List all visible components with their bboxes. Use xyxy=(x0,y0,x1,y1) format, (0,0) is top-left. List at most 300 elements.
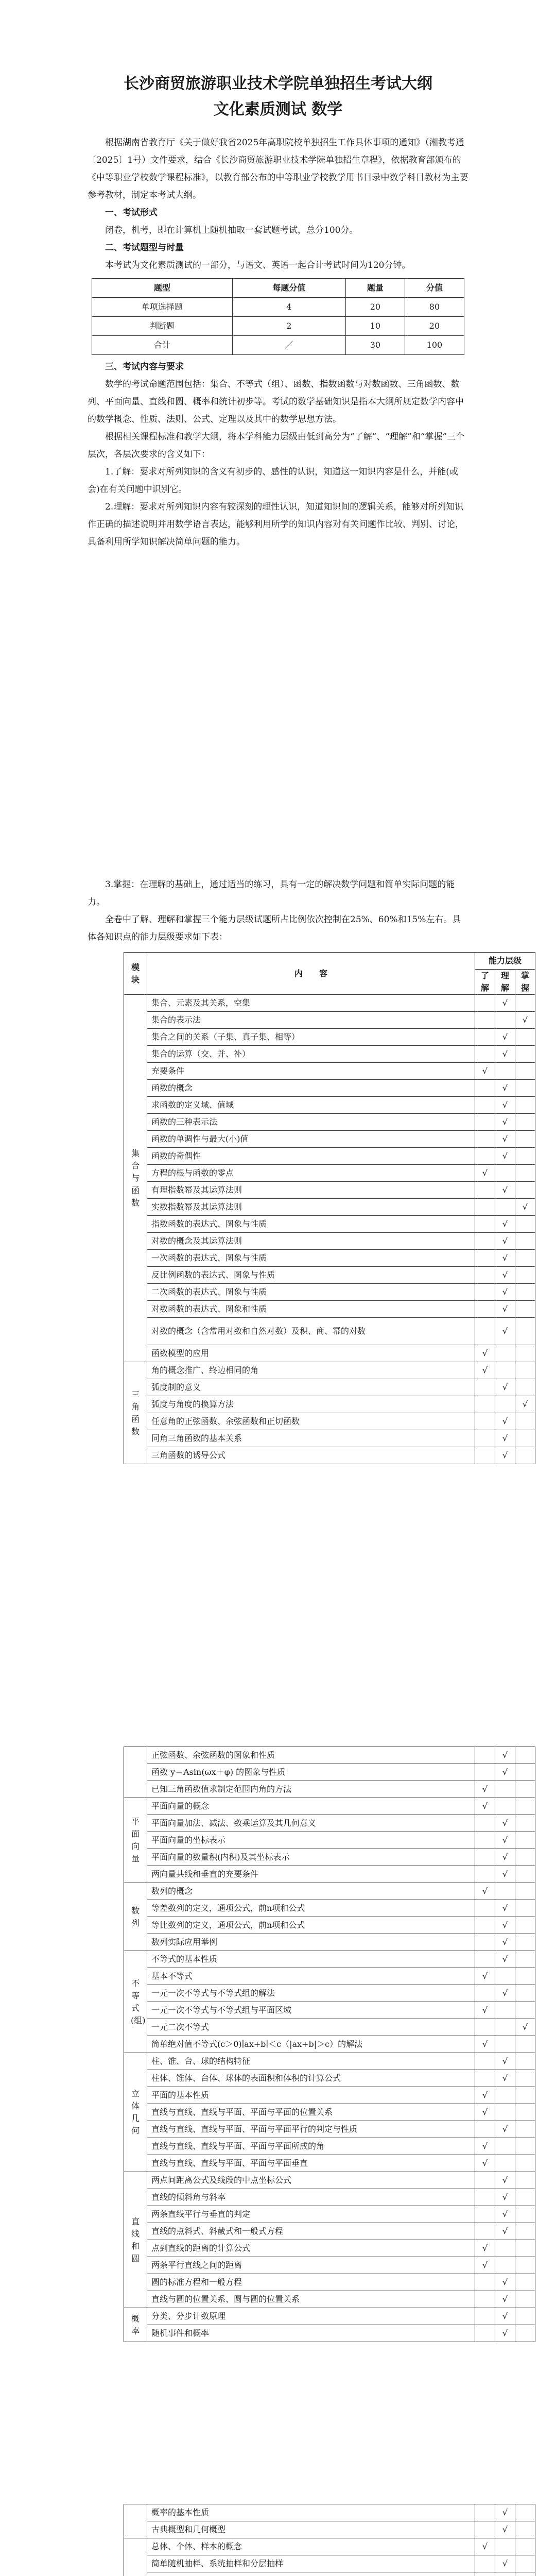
content-cell: 直线与直线、直线与平面、平面与平面的位置关系 xyxy=(147,2104,475,2121)
level-cell xyxy=(475,2504,495,2521)
level-cell xyxy=(515,1900,535,1917)
score-table-cell: 30 xyxy=(345,336,405,355)
level-cell: √ xyxy=(495,995,515,1012)
level-label-text: 掌握 xyxy=(520,971,529,993)
content-table-row xyxy=(124,1396,535,1413)
level-cell xyxy=(475,1832,495,1849)
content-cell: 概率的基本性质 xyxy=(147,2504,475,2521)
content-table-row xyxy=(124,2172,535,2189)
content-table-row xyxy=(124,1284,535,1301)
level-cell xyxy=(475,2121,495,2138)
content-table-row xyxy=(124,1379,535,1396)
level-cell: √ xyxy=(475,2087,495,2104)
level-cell: √ xyxy=(495,2172,515,2189)
score-table-header xyxy=(92,279,464,298)
content-table-row xyxy=(124,1216,535,1233)
level-cell: √ xyxy=(475,2002,495,2019)
content-cell: 简单绝对值不等式(c＞0)∣ax+b∣＜c（|ax+b|＞c）的解法 xyxy=(147,2036,475,2053)
intro-paragraph: 根据湖南省教育厅《关于做好我省2025年高职院校单独招生工作具体事项的通知》（湘教考通〔2025〕1号）文件要求，结合《长沙商贸旅游职业技术学院单独招生章程》，依据教育部颁布的《中等职业学校数学课程标准》，以教育部公布的中等职业学校教学用书目录中数学科目教材为主要参考教材，制定本考试大纲。 xyxy=(88,138,468,200)
level-cell: √ xyxy=(495,1849,515,1866)
level-cell xyxy=(495,1968,515,1985)
level-label-text: 理解 xyxy=(500,971,509,993)
content-cell: 两向量共线和垂直的充要条件 xyxy=(147,1866,475,1883)
level-cell: √ xyxy=(495,1182,515,1199)
level-cell: √ xyxy=(495,1097,515,1114)
content-table-row xyxy=(124,1430,535,1447)
level-cell xyxy=(515,2138,535,2155)
module-name: 集合与函数 xyxy=(131,1148,140,1208)
level-cell: √ xyxy=(475,1165,495,1182)
content-cell: 直线的倾斜角与斜率 xyxy=(147,2189,475,2206)
content-table-row xyxy=(124,2053,535,2070)
level-cell xyxy=(515,1114,535,1131)
module-name: 立体几何 xyxy=(131,2089,140,2136)
level-cell xyxy=(475,2274,495,2291)
level-cell xyxy=(495,2240,515,2257)
content-cell: 数列实际应用举例 xyxy=(147,1934,475,1951)
level-label xyxy=(515,970,535,995)
level-cell: √ xyxy=(495,2555,515,2572)
level-cell: √ xyxy=(495,2308,515,2325)
level-cell xyxy=(515,1301,535,1318)
section-2-heading: 二、考试题型与时量 xyxy=(105,243,184,253)
content-cell: 平面向量的概念 xyxy=(147,1798,475,1815)
content-cell: 集合之间的关系（子集、真子集、相等） xyxy=(147,1029,475,1046)
level-cell xyxy=(475,1097,495,1114)
content-cell: 平面向量的坐标表示 xyxy=(147,1832,475,1849)
content-cell: 点到直线的距离的计算公式 xyxy=(147,2240,475,2257)
level-cell xyxy=(515,2538,535,2555)
content-table-row xyxy=(124,2223,535,2240)
level-cell: √ xyxy=(495,1080,515,1097)
level-cell xyxy=(515,1951,535,1968)
content-cell: 平面向量加法、减法、数乘运算及其几何意义 xyxy=(147,1815,475,1832)
level-cell xyxy=(475,2070,495,2087)
content-cell: 函数的概念 xyxy=(147,1080,475,1097)
content-table-row xyxy=(124,1362,535,1379)
level-cell: √ xyxy=(495,2189,515,2206)
level-cell: √ xyxy=(495,1029,515,1046)
content-cell: 函数 y＝Asin(ωx＋φ) 的图象与性质 xyxy=(147,1764,475,1781)
level-cell: √ xyxy=(515,2019,535,2036)
content-table-row xyxy=(124,1301,535,1318)
module-name: 不等式(组) xyxy=(131,1978,146,2025)
score-table-row xyxy=(92,336,464,355)
level-label xyxy=(495,970,515,995)
level-cell xyxy=(475,1182,495,1199)
content-cell: 函数模型的应用 xyxy=(147,1345,475,1362)
content-table-row xyxy=(124,2087,535,2104)
level-cell xyxy=(515,1798,535,1815)
content-cell: 等比数列的定义，通项公式，前n项和公式 xyxy=(147,1917,475,1934)
page-1 xyxy=(0,0,556,850)
content-table-row xyxy=(124,1447,535,1464)
content-table-row xyxy=(124,1318,535,1345)
level-cell xyxy=(515,1747,535,1764)
content-cell: 总体、个体、样本的概念 xyxy=(147,2538,475,2555)
level-cell xyxy=(495,2019,515,2036)
level-cell xyxy=(515,1968,535,1985)
content-table-row xyxy=(124,2240,535,2257)
level-cell: √ xyxy=(515,1396,535,1413)
level-cell xyxy=(475,1447,495,1464)
level-cell xyxy=(495,1165,515,1182)
content-table-row xyxy=(124,2572,535,2576)
module-cell xyxy=(124,2053,147,2172)
level-cell xyxy=(515,1148,535,1165)
level-cell xyxy=(515,2555,535,2572)
content-cell: 一元一次不等式与不等式组的解法 xyxy=(147,1985,475,2002)
module-cell xyxy=(124,2172,147,2308)
content-cell: 同角三角函数的基本关系 xyxy=(147,1430,475,1447)
level-cell: √ xyxy=(475,2036,495,2053)
content-cell: 函数的单调性与最大(小)值 xyxy=(147,1131,475,1148)
content-cell: 弧度与角度的换算方法 xyxy=(147,1396,475,1413)
level-cell: √ xyxy=(495,1951,515,1968)
level-cell xyxy=(495,1012,515,1029)
content-table-row xyxy=(124,1012,535,1029)
level-cell: √ xyxy=(495,1866,515,1883)
content-cell: 集合的运算（交、并、补） xyxy=(147,1046,475,1063)
level-cell: √ xyxy=(475,2257,495,2274)
content-table-row xyxy=(124,2189,535,2206)
level-cell xyxy=(515,1233,535,1250)
content-cell: 三角函数的诱导公式 xyxy=(147,1447,475,1464)
level-cell: √ xyxy=(495,2504,515,2521)
score-table-cell: ／ xyxy=(232,336,345,355)
level-cell xyxy=(515,2172,535,2189)
level-cell: √ xyxy=(495,1318,515,1345)
level-cell xyxy=(475,1250,495,1267)
content-cell: 一元二次不等式 xyxy=(147,2019,475,2036)
level-cell xyxy=(475,2223,495,2240)
content-table-row xyxy=(124,1985,535,2002)
score-table-row xyxy=(92,298,464,317)
module-cell xyxy=(124,2504,147,2538)
content-cell: 对数函数的表达式、图象和性质 xyxy=(147,1301,475,1318)
content-cell: 不等式的基本性质 xyxy=(147,1951,475,1968)
document-title: 长沙商贸旅游职业技术学院单独招生考试大纲 xyxy=(124,75,432,93)
content-cell: 平面向量的数量积(内积)及其坐标表示 xyxy=(147,1849,475,1866)
content-cell: 实数指数幂及其运算法则 xyxy=(147,1199,475,1216)
content-cell: 指数函数的表达式、图象与性质 xyxy=(147,1216,475,1233)
content-table-row xyxy=(124,2538,535,2555)
level-cell xyxy=(475,2325,495,2342)
score-table-cell: 4 xyxy=(232,298,345,317)
module-cell xyxy=(124,2538,147,2576)
content-cell: 已知三角函数值求制定范围内角的方法 xyxy=(147,1781,475,1798)
content-table-row xyxy=(124,2257,535,2274)
level-cell xyxy=(515,2291,535,2308)
level-cell xyxy=(475,1029,495,1046)
level-cell: √ xyxy=(475,1063,495,1080)
content-cell: 两点间距离公式及线段的中点坐标公式 xyxy=(147,2172,475,2189)
content-table-row xyxy=(124,1832,535,1849)
content-table-row xyxy=(124,1883,535,1900)
level-cell xyxy=(475,1233,495,1250)
content-table-row xyxy=(124,1063,535,1080)
content-cell: 角的概念推广、终边相同的角 xyxy=(147,1362,475,1379)
score-table-cell: 10 xyxy=(345,317,405,336)
level-cell xyxy=(475,2172,495,2189)
content-table-row xyxy=(124,1182,535,1199)
level-cell xyxy=(495,1798,515,1815)
level-cell: √ xyxy=(495,1379,515,1396)
module-cell xyxy=(124,995,147,1362)
content-cell: 对数的概念及其运算法则 xyxy=(147,1233,475,1250)
level-cell xyxy=(495,1781,515,1798)
content-table-row xyxy=(124,2002,535,2019)
content-table-row xyxy=(124,1747,535,1764)
content-cell: 等差数列的定义，通项公式，前n项和公式 xyxy=(147,1900,475,1917)
ratio-paragraph: 全卷中了解、理解和掌握三个能力层级试题所占比例依次控制在25%、60%和15%左右。具体各知识点的能力层级要求如下表： xyxy=(88,914,461,942)
content-table-part-1 xyxy=(124,952,535,1464)
level-cell xyxy=(515,995,535,1012)
levels-paragraph: 根据相关课程标准和教学大纲，将本学科能力层级由低到高分为“了解”、“理解”和“掌握”三个层次，各层次要求的含义如下： xyxy=(88,432,465,460)
content-cell: 直线与直线、直线与平面、平面与平面垂直 xyxy=(147,2155,475,2172)
content-table-header-row xyxy=(124,953,535,970)
level-cell xyxy=(475,1114,495,1131)
content-table-row xyxy=(124,1165,535,1182)
content-table-row xyxy=(124,2036,535,2053)
section-2-text: 本考试为文化素质测试的一部分，与语文、英语一起合计考试时间为120分钟。 xyxy=(105,260,411,270)
level-cell xyxy=(475,2189,495,2206)
level-cell xyxy=(475,1012,495,1029)
level-cell xyxy=(475,1131,495,1148)
score-table-cell: 100 xyxy=(405,336,464,355)
level-cell: √ xyxy=(495,2206,515,2223)
content-table-row xyxy=(124,1764,535,1781)
level-cell: √ xyxy=(495,2274,515,2291)
level-cell xyxy=(475,1849,495,1866)
score-table-cell: 判断题 xyxy=(92,317,233,336)
module-name: 数列 xyxy=(131,1905,140,1928)
level-cell xyxy=(515,1781,535,1798)
score-table-header-cell: 每题分值 xyxy=(232,279,345,298)
level-cell: √ xyxy=(475,1883,495,1900)
content-cell: 充要条件 xyxy=(147,1063,475,1080)
content-table-row xyxy=(124,1131,535,1148)
level-cell xyxy=(495,1362,515,1379)
level-cell xyxy=(475,1046,495,1063)
level-cell: √ xyxy=(495,1413,515,1430)
level-cell: √ xyxy=(475,2155,495,2172)
level-cell xyxy=(475,995,495,1012)
level-cell xyxy=(515,2189,535,2206)
level-cell xyxy=(515,1917,535,1934)
content-cell: 二次函数的表达式、图象与性质 xyxy=(147,1284,475,1301)
score-table-body xyxy=(92,298,464,355)
content-cell: 直线与直线、直线与平面、平面与平面平行的判定与性质 xyxy=(147,2121,475,2138)
content-table-row xyxy=(124,1917,535,1934)
level-cell xyxy=(475,1917,495,1934)
level-cell: √ xyxy=(515,1199,535,1216)
level-cell xyxy=(495,2155,515,2172)
level-cell: √ xyxy=(495,2291,515,2308)
page-2-body xyxy=(88,876,468,946)
level-cell: √ xyxy=(495,1114,515,1131)
module-cell xyxy=(124,1362,147,1464)
content-cell: 简单随机抽样、系统抽样和分层抽样 xyxy=(147,2555,475,2572)
level-cell xyxy=(515,1345,535,1362)
level-cell xyxy=(515,1866,535,1883)
level-cell xyxy=(515,1815,535,1832)
content-table-row xyxy=(124,1250,535,1267)
level-cell: √ xyxy=(495,1430,515,1447)
level-cell xyxy=(515,2308,535,2325)
level-cell xyxy=(475,1148,495,1165)
content-table-row xyxy=(124,2206,535,2223)
content-table-row xyxy=(124,1781,535,1798)
level-cell xyxy=(495,2087,515,2104)
level-cell: √ xyxy=(475,2240,495,2257)
level-cell xyxy=(515,1250,535,1267)
content-table-row xyxy=(124,1080,535,1097)
content-table-row xyxy=(124,1199,535,1216)
content-cell: 圆的标准方程和一般方程 xyxy=(147,2274,475,2291)
content-cell: 集合、元素及其关系，空集 xyxy=(147,995,475,1012)
level-cell xyxy=(515,2257,535,2274)
level-cell: √ xyxy=(475,1781,495,1798)
level-cell xyxy=(515,2572,535,2576)
content-cell: 分类、分步计数原理 xyxy=(147,2308,475,2325)
level-cell xyxy=(495,2572,515,2576)
content-cell: 一元一次不等式与不等式组与平面区域 xyxy=(147,2002,475,2019)
score-table-cell: 合计 xyxy=(92,336,233,355)
module-cell xyxy=(124,1747,147,1798)
content-cell: 平面的基本性质 xyxy=(147,2087,475,2104)
level-cell xyxy=(495,2002,515,2019)
level-cell xyxy=(495,1199,515,1216)
level-cell: √ xyxy=(475,2104,495,2121)
level-cell xyxy=(515,2070,535,2087)
level-cell xyxy=(515,2121,535,2138)
content-table-row xyxy=(124,2138,535,2155)
level-cell: √ xyxy=(495,1985,515,2002)
level-cell xyxy=(515,2325,535,2342)
score-table-cell: 单项选择题 xyxy=(92,298,233,317)
level-cell: √ xyxy=(495,2121,515,2138)
level-cell xyxy=(515,2504,535,2521)
level-cell: √ xyxy=(495,1284,515,1301)
module-header xyxy=(124,953,147,995)
content-table-row xyxy=(124,1798,535,1815)
content-table-row xyxy=(124,1148,535,1165)
level-cell xyxy=(475,2308,495,2325)
level-cell xyxy=(515,1985,535,2002)
content-table-row xyxy=(124,2070,535,2087)
content-table-row xyxy=(124,1866,535,1883)
content-cell: 古典概型和几何概型 xyxy=(147,2521,475,2538)
content-cell: 有理指数幂及其运算法则 xyxy=(147,1182,475,1199)
score-table-cell: 20 xyxy=(405,317,464,336)
level-cell xyxy=(475,1951,495,1968)
section-3-heading: 三、考试内容与要求 xyxy=(105,362,184,372)
content-cell: 直线与圆的位置关系、圆与圆的位置关系 xyxy=(147,2291,475,2308)
level-cell xyxy=(515,1046,535,1063)
level-cell: √ xyxy=(495,1815,515,1832)
level-cell xyxy=(475,2555,495,2572)
level-comprehend: 2.理解：要求对所列知识内容有较深刻的理性认识，知道知识间的逻辑关系，能够对所列知识作正确的描述说明并用数学语言表达，能够利用所学的知识内容对有关问题作比较、判别、讨论，具备利用所学知识解决简单问题的能力。 xyxy=(88,502,464,547)
content-table-row xyxy=(124,1029,535,1046)
level-cell xyxy=(475,2521,495,2538)
content-table-row xyxy=(124,1413,535,1430)
level-cell xyxy=(495,2257,515,2274)
content-table-row xyxy=(124,2521,535,2538)
level-cell xyxy=(515,1379,535,1396)
page-3 xyxy=(0,1747,556,2576)
level-cell xyxy=(475,1413,495,1430)
level-cell xyxy=(475,1985,495,2002)
content-table-row xyxy=(124,1849,535,1866)
content-table-row xyxy=(124,1968,535,1985)
content-cell: 随机事件和概率 xyxy=(147,2325,475,2342)
content-table-row xyxy=(124,2155,535,2172)
content-table-row xyxy=(124,2019,535,2036)
level-cell xyxy=(475,2572,495,2576)
content-cell: 任意角的正弦函数、余弦函数和正切函数 xyxy=(147,1413,475,1430)
score-table-header-cell: 题型 xyxy=(92,279,233,298)
content-cell: 弧度制的意义 xyxy=(147,1379,475,1396)
content-table-row xyxy=(124,1114,535,1131)
level-cell xyxy=(475,1199,495,1216)
content-cell: 反比例函数的表达式、图象与性质 xyxy=(147,1267,475,1284)
level-cell xyxy=(515,1131,535,1148)
content-cell: 柱体、锥体、台体、球体的表面积和体积的计算公式 xyxy=(147,2070,475,2087)
module-cell xyxy=(124,1798,147,1883)
score-table-header-cell: 分值 xyxy=(405,279,464,298)
level-cell xyxy=(475,1934,495,1951)
content-table-row xyxy=(124,2104,535,2121)
level-cell: √ xyxy=(495,2223,515,2240)
level-cell xyxy=(475,1318,495,1345)
level-cell xyxy=(515,1029,535,1046)
level-cell xyxy=(475,1284,495,1301)
page-1-body xyxy=(88,134,468,551)
level-cell xyxy=(515,1849,535,1866)
content-table-row xyxy=(124,1345,535,1362)
level-cell xyxy=(475,1267,495,1284)
level-cell: √ xyxy=(495,2070,515,2087)
level-understand-basic: 1.了解：要求对所列知识的含义有初步的、感性的认识，知道这一知识内容是什么，并能(或会)在有关问题中识别它。 xyxy=(88,467,458,495)
level-cell xyxy=(475,1430,495,1447)
content-table-part-2 xyxy=(124,1747,535,2342)
content-table-row xyxy=(124,2308,535,2325)
level-cell xyxy=(475,1080,495,1097)
content-cell: 集合的表示法 xyxy=(147,1012,475,1029)
level-cell xyxy=(515,1063,535,1080)
content-table-row xyxy=(124,1900,535,1917)
level-cell xyxy=(475,2206,495,2223)
content-cell: 两条直线平行与垂直的判定 xyxy=(147,2206,475,2223)
level-cell xyxy=(475,1379,495,1396)
level-cell xyxy=(475,1396,495,1413)
level-cell xyxy=(515,1182,535,1199)
content-cell: 正弦函数、余弦函数的图象和性质 xyxy=(147,1747,475,1764)
level-cell xyxy=(515,1216,535,1233)
content-table-row xyxy=(124,1097,535,1114)
document-subtitle: 文化素质测试 数学 xyxy=(213,100,343,118)
level-cell: √ xyxy=(495,1447,515,1464)
content-table-row xyxy=(124,1267,535,1284)
level-cell: √ xyxy=(495,2325,515,2342)
level-cell xyxy=(515,1318,535,1345)
level-cell xyxy=(475,2019,495,2036)
page-2 xyxy=(0,876,556,1721)
level-cell xyxy=(515,1080,535,1097)
level-cell xyxy=(515,1764,535,1781)
level-cell: √ xyxy=(515,1012,535,1029)
